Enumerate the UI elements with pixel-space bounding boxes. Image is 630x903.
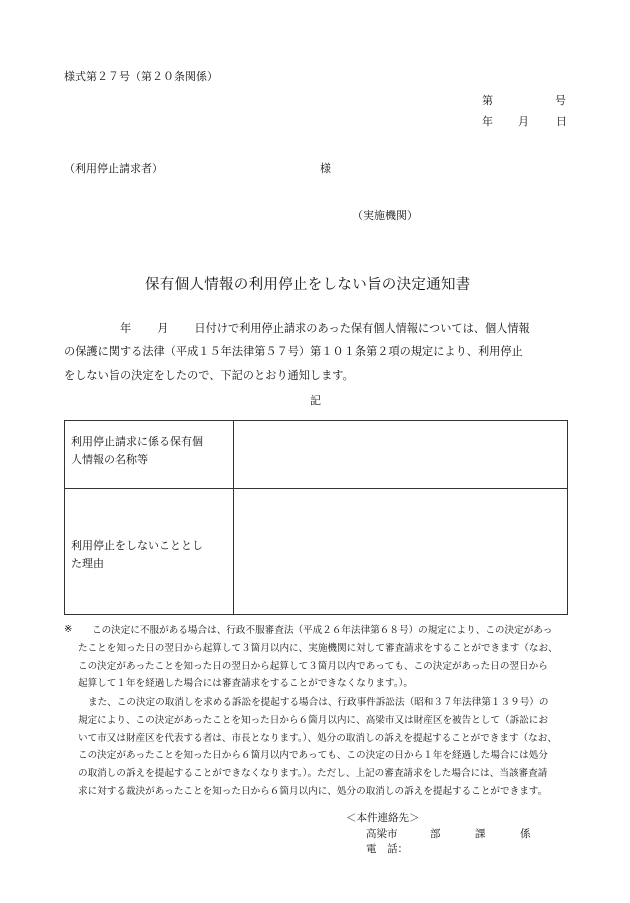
row-label-reason: [65, 489, 234, 615]
body-rest: 日付けで利用停止請求のあった保有個人情報については、個人情報: [194, 322, 530, 335]
note-paragraph-1: [78, 622, 578, 693]
row-label-reason-a: 利用停止をしないこととし: [71, 539, 203, 552]
issuer-label: （実施機関）: [352, 209, 418, 222]
document-title: 保有個人情報の利用停止をしない旨の決定通知書: [145, 277, 471, 293]
document-number-suffix: 号: [555, 94, 566, 107]
note-mark: ※: [64, 624, 73, 635]
contact-phone-label: 電 話：: [366, 843, 408, 855]
row-label-name-b: 人情報の名称等: [71, 453, 148, 466]
note-p1-line-2: たことを知った日の翌日から起算して３箇月以内に、実施機関に対して審査請求をすることができます（なお、: [78, 642, 558, 654]
note-p2-line-2: 規定により、この決定があったことを知った日から６箇月以内に、高梁市又は財産区を被告として（訴訟にお: [78, 714, 548, 726]
row-label-reason-b: た理由: [71, 557, 104, 570]
note-p1-line-3: この決定があったことを知った日の翌日から起算して３箇月以内であっても、この決定があった日の翌日から: [78, 660, 548, 672]
recipient-label: （利用停止請求者）: [64, 162, 163, 175]
ki-label: 記: [310, 394, 321, 407]
contact-section: 課: [475, 828, 486, 840]
contact-unit: 係: [520, 828, 531, 840]
note-p1-line-1: この決定に不服がある場合は、行政不服審査法（平成２６年法律第６８号）の規定により、この決定があっ: [92, 625, 553, 636]
row-label-name: [65, 421, 234, 489]
note-p2-line-4: この決定があったことを知った日から６箇月以内であっても、この決定の日から１年を経過した場合には処分: [78, 750, 548, 762]
document-number-prefix: 第: [482, 94, 493, 107]
body-line-1: [64, 318, 530, 339]
contact-heading: ＜本件連絡先＞: [346, 812, 420, 824]
body-line-3: をしない旨の決定をしたので、下記のとおり通知します。: [64, 369, 354, 382]
row-value-reason: [234, 489, 568, 615]
date-month: 月: [518, 115, 529, 128]
contact-dept: 部: [430, 828, 441, 840]
note-p2-line-3: いて市又は財産区を代表する者は、市長となります。）、処分の取消しの訴えを提起することができます（なお、: [78, 732, 557, 744]
row-value-name: [234, 421, 568, 489]
note-p1-line-4: 起算して１年を経過した場合には審査請求をすることができなくなります。）。: [78, 678, 414, 690]
info-table: [64, 420, 568, 615]
form-number: 様式第２７号（第２０条関係）: [64, 70, 218, 83]
recipient-honorific: 様: [320, 162, 331, 175]
row-label-name-a: 利用停止請求に係る保有個: [71, 435, 203, 448]
contact-city: 高梁市: [366, 828, 398, 840]
date-year: 年: [482, 115, 493, 128]
note-paragraph-2: [78, 694, 578, 801]
body-line-2: の保護に関する法律（平成１５年法律第５７号）第１０１条第２項の規定により、利用停止: [64, 345, 523, 358]
note-p2-line-5: の取消しの訴えを提起することができなくなります。）。ただし、上記の審査請求をした場合には、当該審査請: [78, 768, 548, 780]
note-p2-line-6: 求に対する裁決があったことを知った日から６箇月以内に、処分の取消しの訴えを提起することができます。: [78, 785, 548, 797]
date-day: 日: [556, 115, 567, 128]
body-month: 月: [157, 322, 169, 335]
body-year: 年: [120, 322, 132, 335]
table-row: [65, 489, 568, 615]
note-p2-line-1: また、この決定の取消しを求める訴訟を提起する場合は、行政事件訴訟法（昭和３７年法律第１３９号）の: [88, 697, 549, 708]
table-row: [65, 421, 568, 489]
